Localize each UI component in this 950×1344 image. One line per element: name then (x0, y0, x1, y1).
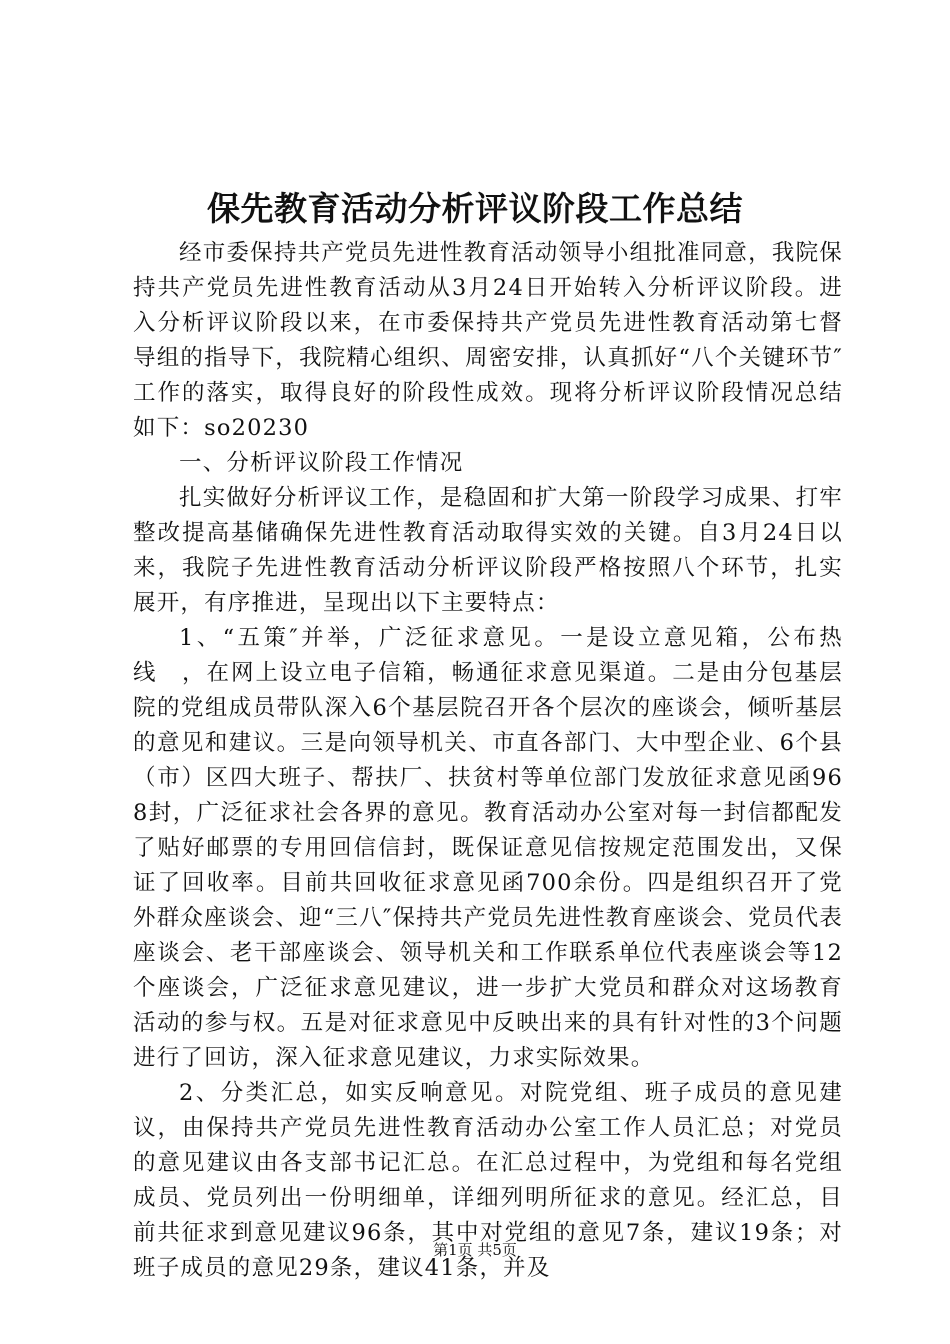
section-heading: 一、分析评议阶段工作情况 (179, 450, 464, 476)
paragraph-point-2: 2、分类汇总，如实反响意见。对院党组、班子成员的意见建议，由保持共产党员先进性教育活动办公室工作人员汇总；对党员的意见建议由各支部书记汇总。在汇总过程中，为党组和每名党组成员、党员列出一份明细单，详细列明所征求的意见。经汇总，目前共征求到意见建议96条，其中对党组的意见7条，建议19条；对班子成员的意见29条，建议41条，并及 (133, 1080, 843, 1281)
paragraph-overview: 扎实做好分析评议工作，是稳固和扩大第一阶段学习成果、打牢整改提高基储确保先进性教育活动取得实效的关键。自3月24日以来，我院子先进性教育活动分析评议阶段严格按照八个环节，扎实展开，有序推进，呈现出以下主要特点： (133, 485, 843, 616)
document-title: 保先教育活动分析评议阶段工作总结 (207, 189, 743, 228)
page-footer: 第1页 共5页 (433, 1241, 517, 1259)
paragraph-point-1: 1、“五策″并举，广泛征求意见。一是设立意见箱，公布热线 ，在网上设立电子信箱，畅通征求意见渠道。二是由分包基层院的党组成员带队深入6个基层院召开各个层次的座谈会，倾听基层的意见和建议。三是向领导机关、市直各部门、大中型企业、6个县（市）区四大班子、帮扶厂、扶贫村等单位部门发放征求意见函968封，广泛征求社会各界的意见。教育活动办公室对每一封信都配发了贴好邮票的专用回信信封，既保证意见信按规定范围发出，又保证了回收率。目前共回收征求意见函700余份。四是组织召开了党外群众座谈会、迎“三八″保持共产党员先进性教育座谈会、党员代表座谈会、老干部座谈会、领导机关和工作联系单位代表座谈会等12个座谈会，广泛征求意见建议，进一步扩大党员和群众对这场教育活动的参与权。五是对征求意见中反映出来的具有针对性的3个问题进行了回访，深入征求意见建议，力求实际效果。 (133, 625, 843, 1071)
document-body (133, 236, 843, 1286)
paragraph-intro: 经市委保持共产党员先进性教育活动领导小组批准同意，我院保持共产党员先进性教育活动从3月24日开始转入分析评议阶段。进入分析评议阶段以来，在市委保持共产党员先进性教育活动第七督导组的指导下，我院精心组织、周密安排，认真抓好“八个关键环节″工作的落实，取得良好的阶段性成效。现将分析评议阶段情况总结如下：so20230 (133, 240, 843, 441)
